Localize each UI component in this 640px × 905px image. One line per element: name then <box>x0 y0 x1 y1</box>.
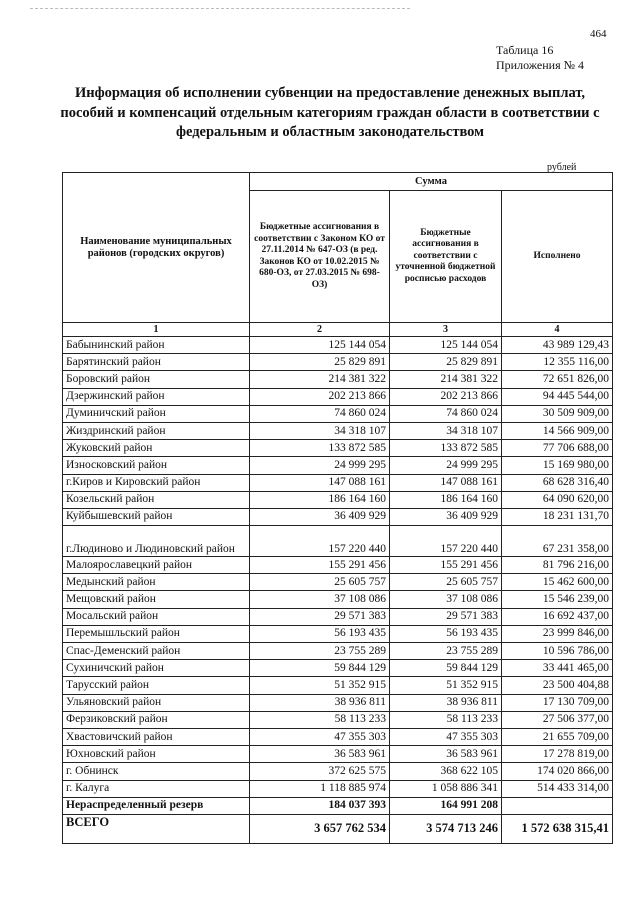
allocation-law: 202 213 866 <box>250 388 390 405</box>
district-name: Мещовский район <box>63 591 250 608</box>
district-name: Барятинский район <box>63 354 250 371</box>
executed-amount: 77 706 688,00 <box>502 440 613 457</box>
table-row <box>63 474 613 491</box>
allocation-refined: 23 755 289 <box>390 643 502 660</box>
allocation-law: 125 144 054 <box>250 337 390 354</box>
allocation-law: 133 872 585 <box>250 440 390 457</box>
district-name: Ульяновский район <box>63 694 250 711</box>
document-title: Информация об исполнении субвенции на предоставление денежных выплат, пособий и компенсаций отдельным категориям граждан области в соответствии с федеральным и областным законодательством <box>60 85 600 140</box>
executed-amount: 17 130 709,00 <box>502 694 613 711</box>
district-name: Малоярославецкий район <box>63 557 250 574</box>
table-row <box>63 337 613 354</box>
district-name: ВСЕГО <box>63 814 250 843</box>
allocation-refined: 56 193 435 <box>390 625 502 642</box>
executed-amount: 81 796 216,00 <box>502 557 613 574</box>
allocation-refined: 29 571 383 <box>390 608 502 625</box>
allocation-refined: 202 213 866 <box>390 388 502 405</box>
allocation-law: 372 625 575 <box>250 763 390 780</box>
executed-amount: 10 596 786,00 <box>502 643 613 660</box>
allocation-law: 3 657 762 534 <box>250 814 390 843</box>
district-name: Жиздринский район <box>63 422 250 439</box>
allocation-law: 56 193 435 <box>250 625 390 642</box>
executed-amount: 30 509 909,00 <box>502 405 613 422</box>
allocation-refined: 59 844 129 <box>390 660 502 677</box>
allocation-law: 184 037 393 <box>250 797 390 814</box>
allocation-refined: 24 999 295 <box>390 457 502 474</box>
allocation-law: 25 605 757 <box>250 574 390 591</box>
header-col3: Бюджетные ассигнования в соответствии с уточненной бюджетной росписью расходов <box>390 191 502 323</box>
table-row <box>63 746 613 763</box>
allocation-law: 34 318 107 <box>250 422 390 439</box>
page-number: 464 <box>590 28 607 40</box>
allocation-law: 59 844 129 <box>250 660 390 677</box>
allocation-refined: 164 991 208 <box>390 797 502 814</box>
executed-amount: 72 651 826,00 <box>502 371 613 388</box>
table-reference <box>496 43 584 73</box>
district-name: Износковский район <box>63 457 250 474</box>
district-name: Медынский район <box>63 574 250 591</box>
table-row <box>63 643 613 660</box>
executed-amount: 17 278 819,00 <box>502 746 613 763</box>
table-row <box>63 591 613 608</box>
table-row <box>63 491 613 508</box>
district-name: Куйбышевский район <box>63 508 250 525</box>
allocation-law: 47 355 303 <box>250 728 390 745</box>
executed-amount: 67 231 358,00 <box>502 526 613 557</box>
header-sum: Сумма <box>250 173 613 191</box>
allocation-refined: 36 409 929 <box>390 508 502 525</box>
executed-amount: 174 020 866,00 <box>502 763 613 780</box>
district-name: г.Киров и Кировский район <box>63 474 250 491</box>
executed-amount: 68 628 316,40 <box>502 474 613 491</box>
table-ref-label: Таблица 16 <box>496 43 554 57</box>
header-col4: Исполнено <box>502 191 613 323</box>
allocation-refined: 51 352 915 <box>390 677 502 694</box>
allocation-law: 36 583 961 <box>250 746 390 763</box>
executed-amount: 21 655 709,00 <box>502 728 613 745</box>
executed-amount: 16 692 437,00 <box>502 608 613 625</box>
executed-amount: 23 500 404,88 <box>502 677 613 694</box>
allocation-refined: 368 622 105 <box>390 763 502 780</box>
table-row <box>63 711 613 728</box>
allocation-refined: 58 113 233 <box>390 711 502 728</box>
table-row <box>63 814 613 843</box>
allocation-law: 29 571 383 <box>250 608 390 625</box>
district-name: Нераспределенный резерв <box>63 797 250 814</box>
allocation-law: 24 999 295 <box>250 457 390 474</box>
executed-amount: 33 441 465,00 <box>502 660 613 677</box>
table-row <box>63 526 613 557</box>
district-name: Мосальский район <box>63 608 250 625</box>
allocation-refined: 37 108 086 <box>390 591 502 608</box>
table-row <box>63 574 613 591</box>
allocation-refined: 34 318 107 <box>390 422 502 439</box>
allocation-refined: 155 291 456 <box>390 557 502 574</box>
allocation-refined: 47 355 303 <box>390 728 502 745</box>
column-number: 4 <box>502 323 613 337</box>
allocation-law: 37 108 086 <box>250 591 390 608</box>
district-name: Думиничский район <box>63 405 250 422</box>
executed-amount: 15 462 600,00 <box>502 574 613 591</box>
executed-amount <box>502 797 613 814</box>
allocation-law: 157 220 440 <box>250 526 390 557</box>
execution-table <box>62 172 613 844</box>
appendix-ref-label: Приложения № 4 <box>496 58 585 72</box>
table-row <box>63 608 613 625</box>
district-name: Спас-Деменский район <box>63 643 250 660</box>
allocation-law: 38 936 811 <box>250 694 390 711</box>
executed-amount: 23 999 846,00 <box>502 625 613 642</box>
district-name: Перемышльский район <box>63 625 250 642</box>
table-row <box>63 508 613 525</box>
executed-amount: 14 566 909,00 <box>502 422 613 439</box>
district-name: г. Калуга <box>63 780 250 797</box>
district-name: г. Обнинск <box>63 763 250 780</box>
table-row <box>63 660 613 677</box>
district-name: Хвастовичский район <box>63 728 250 745</box>
district-name: Боровский район <box>63 371 250 388</box>
table-row <box>63 354 613 371</box>
district-name: Козельский район <box>63 491 250 508</box>
executed-amount: 514 433 314,00 <box>502 780 613 797</box>
table-row <box>63 728 613 745</box>
table-row <box>63 763 613 780</box>
allocation-law: 23 755 289 <box>250 643 390 660</box>
allocation-refined: 36 583 961 <box>390 746 502 763</box>
allocation-law: 36 409 929 <box>250 508 390 525</box>
table-row <box>63 388 613 405</box>
table-row <box>63 625 613 642</box>
table-row <box>63 557 613 574</box>
allocation-refined: 125 144 054 <box>390 337 502 354</box>
district-name: Тарусский район <box>63 677 250 694</box>
executed-amount: 15 169 980,00 <box>502 457 613 474</box>
allocation-law: 51 352 915 <box>250 677 390 694</box>
allocation-refined: 3 574 713 246 <box>390 814 502 843</box>
executed-amount: 15 546 239,00 <box>502 591 613 608</box>
table-body <box>63 337 613 844</box>
executed-amount: 64 090 620,00 <box>502 491 613 508</box>
allocation-refined: 186 164 160 <box>390 491 502 508</box>
allocation-refined: 214 381 322 <box>390 371 502 388</box>
allocation-refined: 25 605 757 <box>390 574 502 591</box>
column-number: 3 <box>390 323 502 337</box>
allocation-refined: 74 860 024 <box>390 405 502 422</box>
column-number: 2 <box>250 323 390 337</box>
scan-artifact-line <box>30 8 410 9</box>
allocation-law: 155 291 456 <box>250 557 390 574</box>
allocation-law: 1 118 885 974 <box>250 780 390 797</box>
executed-amount: 43 989 129,43 <box>502 337 613 354</box>
allocation-refined: 157 220 440 <box>390 526 502 557</box>
executed-amount: 27 506 377,00 <box>502 711 613 728</box>
district-name: Сухиничский район <box>63 660 250 677</box>
district-name: Бабынинский район <box>63 337 250 354</box>
table-row <box>63 371 613 388</box>
district-name: Юхновский район <box>63 746 250 763</box>
allocation-law: 214 381 322 <box>250 371 390 388</box>
executed-amount: 94 445 544,00 <box>502 388 613 405</box>
allocation-law: 58 113 233 <box>250 711 390 728</box>
allocation-refined: 133 872 585 <box>390 440 502 457</box>
column-number: 1 <box>63 323 250 337</box>
executed-amount: 12 355 116,00 <box>502 354 613 371</box>
district-name: Жуковский район <box>63 440 250 457</box>
table-row <box>63 677 613 694</box>
district-name: г.Людиново и Людиновский район <box>63 526 250 557</box>
unit-label: рублей <box>547 162 577 173</box>
allocation-law: 186 164 160 <box>250 491 390 508</box>
allocation-refined: 25 829 891 <box>390 354 502 371</box>
district-name: Ферзиковский район <box>63 711 250 728</box>
table-row <box>63 405 613 422</box>
table-row <box>63 422 613 439</box>
allocation-law: 74 860 024 <box>250 405 390 422</box>
header-col2: Бюджетные ассигнования в соответствии с Законом КО от 27.11.2014 № 647-ОЗ (в ред. Законов КО от 10.02.2015 № 680-ОЗ, от 27.03.2015 № 698-ОЗ) <box>250 191 390 323</box>
table-row <box>63 780 613 797</box>
table-row <box>63 797 613 814</box>
allocation-refined: 147 088 161 <box>390 474 502 491</box>
district-name: Дзержинский район <box>63 388 250 405</box>
table-row <box>63 440 613 457</box>
executed-amount: 1 572 638 315,41 <box>502 814 613 843</box>
allocation-law: 25 829 891 <box>250 354 390 371</box>
header-name: Наименование муниципальных районов (городских округов) <box>63 173 250 323</box>
table-row <box>63 694 613 711</box>
executed-amount: 18 231 131,70 <box>502 508 613 525</box>
allocation-law: 147 088 161 <box>250 474 390 491</box>
table-row <box>63 457 613 474</box>
allocation-refined: 38 936 811 <box>390 694 502 711</box>
allocation-refined: 1 058 886 341 <box>390 780 502 797</box>
